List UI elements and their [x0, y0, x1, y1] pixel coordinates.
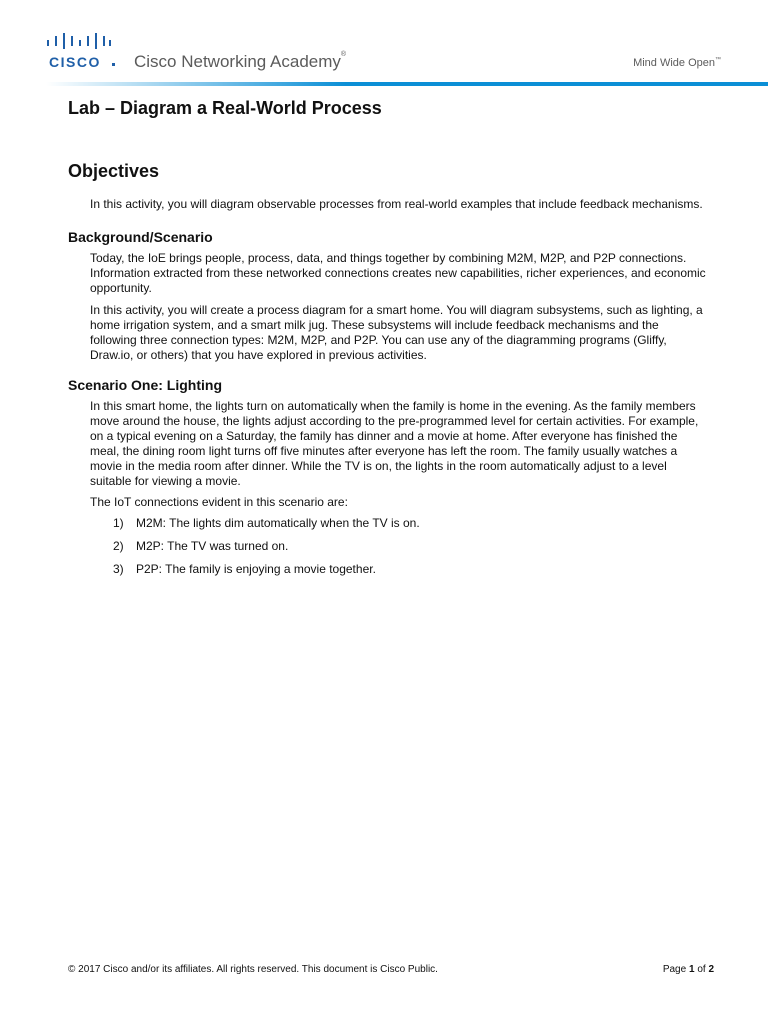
background-paragraph: Today, the IoE brings people, process, data, and things together by combining M2M, M2P, and P2P connections. Information extracted from these networked connections creates new capabilities, richer experiences, and economic opportunity.	[90, 251, 706, 295]
list-item-number: 3)	[113, 562, 124, 576]
list-item-number: 2)	[113, 539, 124, 553]
scenario-one-intro: The IoT connections evident in this scenario are:	[90, 495, 348, 509]
header-divider	[0, 82, 768, 86]
page-total: 2	[708, 964, 714, 975]
copyright-notice: © 2017 Cisco and/or its affiliates. All rights reserved. This document is Cisco Public.	[68, 964, 438, 975]
background-heading: Background/Scenario	[68, 229, 213, 245]
objectives-text: In this activity, you will diagram observable processes from real-world examples that include feedback mechanisms.	[90, 197, 703, 211]
academy-name-text: Cisco Networking Academy	[134, 52, 341, 71]
cisco-logo-bars-icon	[46, 31, 112, 49]
background-paragraph: In this activity, you will create a process diagram for a smart home. You will diagram subsystems, such as lighting, a home irrigation system, and a smart milk jug. These subsystems will include feedback mechanisms and the following three connection types: M2M, M2P, and P2P. You can use any of the diagramming programs (Gliffy, Draw.io, or others) that you have explored in previous activities.	[90, 303, 703, 362]
cisco-logo-wordmark: CISCO	[49, 54, 101, 70]
document-title: Lab – Diagram a Real-World Process	[68, 98, 382, 118]
document-body	[68, 96, 708, 585]
page-current: 1	[688, 964, 695, 975]
page-word: Page	[662, 964, 687, 975]
list-item-text: P2P: The family is enjoying a movie together.	[136, 562, 376, 576]
tagline-text: Mind Wide Open	[633, 57, 715, 69]
list-item-number: 1)	[113, 516, 124, 530]
registered-mark: ®	[340, 51, 347, 58]
scenario-one-heading: Scenario One: Lighting	[68, 377, 223, 393]
list-item-text: M2M: The lights dim automatically when the TV is on.	[136, 516, 420, 530]
page-of: of	[697, 964, 706, 975]
list-item	[113, 539, 708, 554]
academy-name	[134, 52, 346, 72]
page-number	[663, 964, 714, 975]
list-item	[113, 516, 708, 531]
list-item-text: M2P: The TV was turned on.	[136, 539, 289, 553]
cisco-logo-dot	[112, 63, 115, 66]
objectives-heading: Objectives	[68, 161, 160, 181]
scenario-one-paragraph: In this smart home, the lights turn on automatically when the family is home in the evening. As the family members move around the house, the lights adjust according to the pre-programmed level for certain activities. For example, on a typical evening on a Saturday, the family has dinner and a movie at home. After everyone has finished the meal, the dining room light turns off five minutes after everyone has left the room. The family usually watches a movie in the media room after dinner. While the TV is on, the lights in the room automatically adjust to a level suitable for viewing a movie.	[90, 399, 699, 488]
trademark-mark: ™	[715, 57, 721, 63]
list-item	[113, 562, 708, 577]
iot-connections-list	[68, 516, 708, 577]
tagline	[633, 57, 721, 69]
page-header	[0, 0, 768, 90]
